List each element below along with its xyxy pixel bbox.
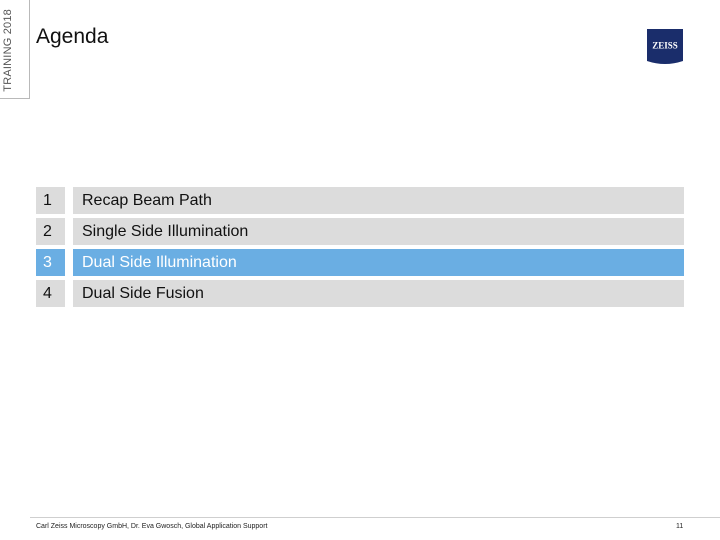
agenda-item-number: 2	[36, 218, 65, 245]
page-number: 11	[676, 523, 684, 530]
agenda-item	[36, 187, 684, 214]
agenda-item-label: Dual Side Illumination	[73, 249, 684, 276]
agenda-item-label: Recap Beam Path	[73, 187, 684, 214]
agenda-list	[36, 187, 684, 311]
zeiss-logo-icon	[647, 29, 683, 65]
agenda-item-label: Single Side Illumination	[73, 218, 684, 245]
svg-text:ZEISS: ZEISS	[652, 40, 678, 51]
agenda-item-label: Dual Side Fusion	[73, 280, 684, 307]
agenda-item-number: 4	[36, 280, 65, 307]
agenda-item	[36, 249, 684, 276]
page-title: Agenda	[36, 25, 109, 48]
side-label: TRAINING 2018	[2, 9, 14, 92]
agenda-item-number: 1	[36, 187, 65, 214]
agenda-item	[36, 218, 684, 245]
agenda-item-number: 3	[36, 249, 65, 276]
agenda-item	[36, 280, 684, 307]
footer-divider	[30, 517, 720, 518]
side-bar	[0, 0, 30, 99]
footer-text: Carl Zeiss Microscopy GmbH, Dr. Eva Gwosch, Global Application Support	[36, 523, 268, 530]
